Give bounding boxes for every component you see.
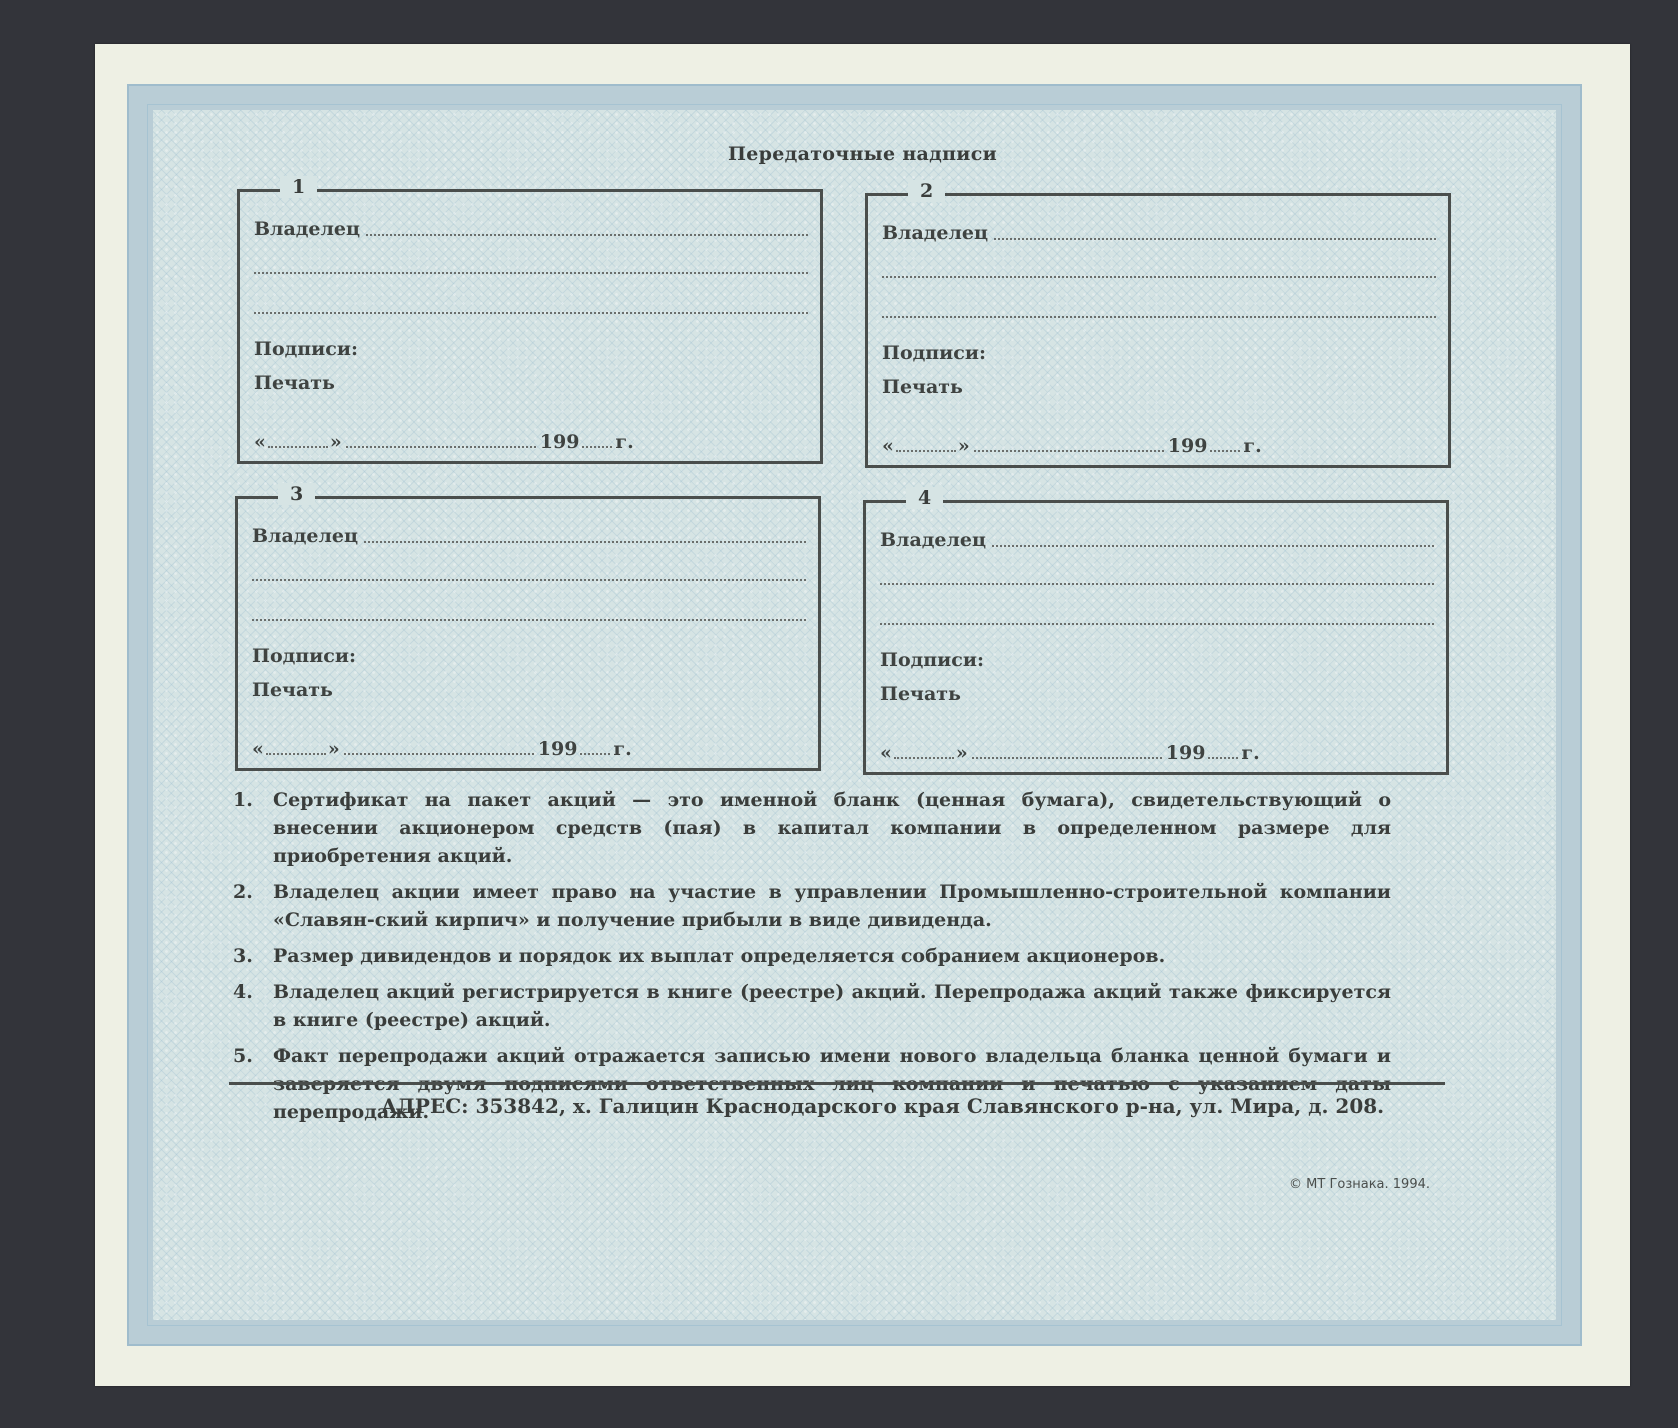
box-number: 3 <box>278 483 315 505</box>
date-row <box>882 435 1262 457</box>
note-text: Владелец акций регистрируется в книге (реестре) акций. Перепродажа акций также фиксируется в книге (реестре) акций. <box>273 981 1391 1031</box>
note-item <box>233 942 1391 970</box>
year-prefix: 199 <box>1165 742 1206 764</box>
endorsement-box-3 <box>235 483 821 771</box>
year-prefix: 199 <box>539 431 580 453</box>
note-item <box>233 978 1391 1034</box>
owner-row <box>252 525 806 547</box>
month-line[interactable] <box>974 450 1164 452</box>
owner-line[interactable] <box>992 544 1434 547</box>
endorsement-box-2 <box>865 180 1451 468</box>
note-text: Владелец акции имеет право на участие в управлении Промышленно-строительной компании «Славян-ский кирпич» и получение прибыли в виде дивиденда. <box>273 881 1391 931</box>
note-text: Размер дивидендов и порядок их выплат определяется собранием акционеров. <box>273 945 1166 967</box>
owner-line-2[interactable] <box>252 579 806 581</box>
date-quote-open: « <box>882 435 894 457</box>
owner-line[interactable] <box>994 237 1436 240</box>
signatures-label: Подписи: <box>880 649 984 671</box>
copyright-notice: © МТ Гознака. 1994. <box>1289 1177 1430 1192</box>
note-text: Сертификат на пакет акций — это именной бланк (ценная бумага), свидетельствующий о внесении акционером средств (пая) в капитал компании в определенном размере для приобретения акций. <box>273 789 1391 867</box>
date-row <box>880 742 1260 764</box>
year-line[interactable] <box>1210 450 1240 452</box>
owner-row <box>254 218 808 240</box>
owner-label: Владелец <box>252 525 359 547</box>
address-divider <box>229 1082 1445 1085</box>
note-text: Факт перепродажи акций отражается записью имени нового владельца бланка ценной бумаги и заверяется двумя подписями ответственных лиц компании и печатью с указанием даты перепродажи. <box>273 1045 1391 1123</box>
signatures-label: Подписи: <box>252 645 356 667</box>
note-item <box>233 878 1391 934</box>
day-line[interactable] <box>266 753 326 755</box>
note-number: 4. <box>233 981 253 1003</box>
signatures-label: Подписи: <box>254 338 358 360</box>
date-quote-close: » <box>327 738 340 760</box>
page-title: Передаточные надписи <box>728 143 997 165</box>
owner-line[interactable] <box>364 540 806 543</box>
owner-line-3[interactable] <box>880 623 1434 625</box>
owner-line-3[interactable] <box>882 316 1436 318</box>
year-suffix: г. <box>613 738 632 760</box>
box-number: 1 <box>280 176 317 198</box>
owner-label: Владелец <box>882 222 989 244</box>
date-quote-open: « <box>880 742 892 764</box>
note-number: 1. <box>233 789 253 811</box>
owner-line-2[interactable] <box>880 583 1434 585</box>
date-quote-open: « <box>254 431 266 453</box>
note-number: 3. <box>233 945 253 967</box>
endorsement-box-4 <box>863 487 1449 775</box>
year-line[interactable] <box>582 446 612 448</box>
date-quote-close: » <box>955 742 968 764</box>
owner-label: Владелец <box>254 218 361 240</box>
certificate-back-sheet <box>95 44 1630 1386</box>
month-line[interactable] <box>346 446 536 448</box>
date-quote-close: » <box>957 435 970 457</box>
date-row <box>252 738 632 760</box>
month-line[interactable] <box>972 757 1162 759</box>
owner-line-2[interactable] <box>254 272 808 274</box>
seal-label: Печать <box>880 683 961 705</box>
date-quote-close: » <box>329 431 342 453</box>
owner-label: Владелец <box>880 529 987 551</box>
owner-line-3[interactable] <box>252 619 806 621</box>
year-prefix: 199 <box>537 738 578 760</box>
box-number: 2 <box>908 180 945 202</box>
year-suffix: г. <box>1241 742 1260 764</box>
day-line[interactable] <box>894 757 954 759</box>
year-suffix: г. <box>1243 435 1262 457</box>
day-line[interactable] <box>268 446 328 448</box>
company-address: АДРЕС: 353842, х. Галицин Краснодарского края Славянского р-на, ул. Мира, д. 208. <box>380 1094 1385 1118</box>
owner-line-2[interactable] <box>882 276 1436 278</box>
seal-label: Печать <box>882 376 963 398</box>
note-number: 5. <box>233 1045 253 1067</box>
seal-label: Печать <box>254 372 335 394</box>
date-quote-open: « <box>252 738 264 760</box>
month-line[interactable] <box>344 753 534 755</box>
owner-line-3[interactable] <box>254 312 808 314</box>
note-item <box>233 786 1391 870</box>
date-row <box>254 431 634 453</box>
year-line[interactable] <box>1208 757 1238 759</box>
owner-row <box>880 529 1434 551</box>
box-number: 4 <box>906 487 943 509</box>
seal-label: Печать <box>252 679 333 701</box>
year-prefix: 199 <box>1167 435 1208 457</box>
owner-line[interactable] <box>366 233 808 236</box>
year-suffix: г. <box>615 431 634 453</box>
endorsement-box-1 <box>237 176 823 464</box>
signatures-label: Подписи: <box>882 342 986 364</box>
note-number: 2. <box>233 881 253 903</box>
year-line[interactable] <box>580 753 610 755</box>
day-line[interactable] <box>896 450 956 452</box>
owner-row <box>882 222 1436 244</box>
